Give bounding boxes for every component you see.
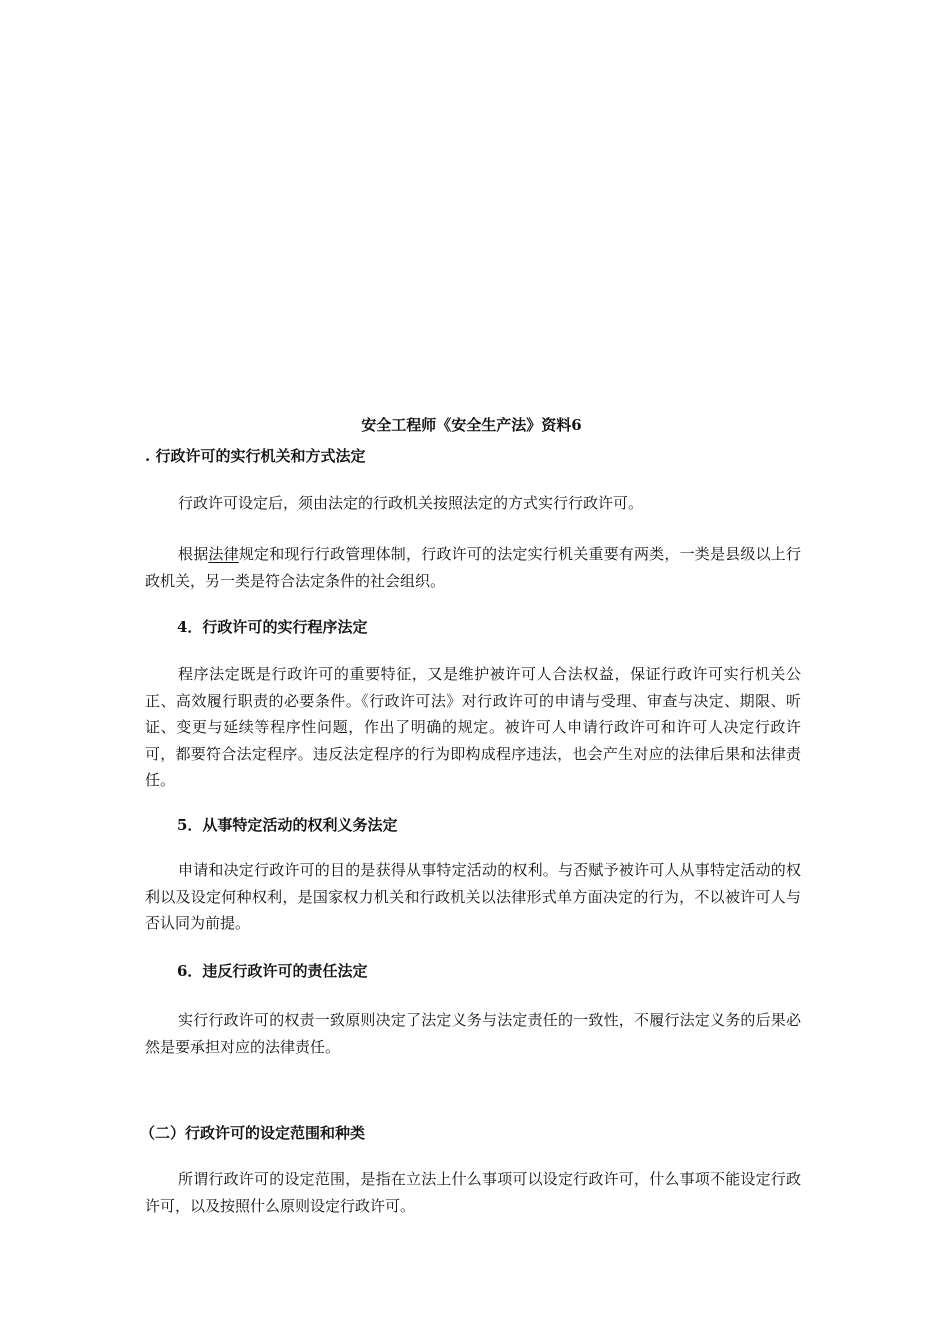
section-heading-liability: 6．违反行政许可的责任法定 (177, 962, 368, 980)
law-link[interactable]: 法律 (208, 545, 239, 563)
section-heading-procedure: 4．行政许可的实行程序法定 (177, 618, 368, 636)
paragraph: 行政许可设定后，须由法定的行政机关按照法定的方式实行行政许可。 (178, 494, 644, 512)
section-heading-rights-obligations: 5．从事特定活动的权利义务法定 (177, 816, 398, 834)
paragraph-text: 规定和现行行政管理体制，行政许可的法定实行机关重要有两类，一类是县级以上行政机关，另一类是符合法定条件的社会组织。 (145, 545, 801, 590)
paragraph: 申请和决定行政许可的目的是获得从事特定活动的权利。与否赋予被许可人从事特定活动的权利以及设定何种权利，是国家权力机关和行政机关以法律形式单方面决定的行为，不以被许可人与否认同为前提。 (145, 861, 801, 932)
document-title: 安全工程师《安全生产法》资料6 (361, 416, 582, 434)
section-heading-scope-types: （二）行政许可的设定范围和种类 (140, 1124, 366, 1142)
paragraph: 程序法定既是行政许可的重要特征，又是维护被许可人合法权益，保证行政许可实行机关公正、高效履行职责的必要条件。《行政许可法》对行政许可的申请与受理、审查与决定、期限、听证、变更与延续等程序性问题，作出了明确的规定。被许可人申请行政许可和许可人决定行政许可，都要符合法定程序。违反法定程序的行为即构成程序违法，也会产生对应的法律后果和法律责任。 (145, 665, 801, 789)
paragraph: 实行行政许可的权责一致原则决定了法定义务与法定责任的一致性，不履行法定义务的后果必然是要承担对应的法律责任。 (145, 1011, 801, 1056)
section-heading-implementing-authority: . 行政许可的实行机关和方式法定 (145, 447, 366, 465)
paragraph-text: 根据 (178, 545, 209, 563)
paragraph: 所谓行政许可的设定范围，是指在立法上什么事项可以设定行政许可，什么事项不能设定行政许可，以及按照什么原则设定行政许可。 (145, 1170, 801, 1215)
paragraph (145, 541, 801, 594)
